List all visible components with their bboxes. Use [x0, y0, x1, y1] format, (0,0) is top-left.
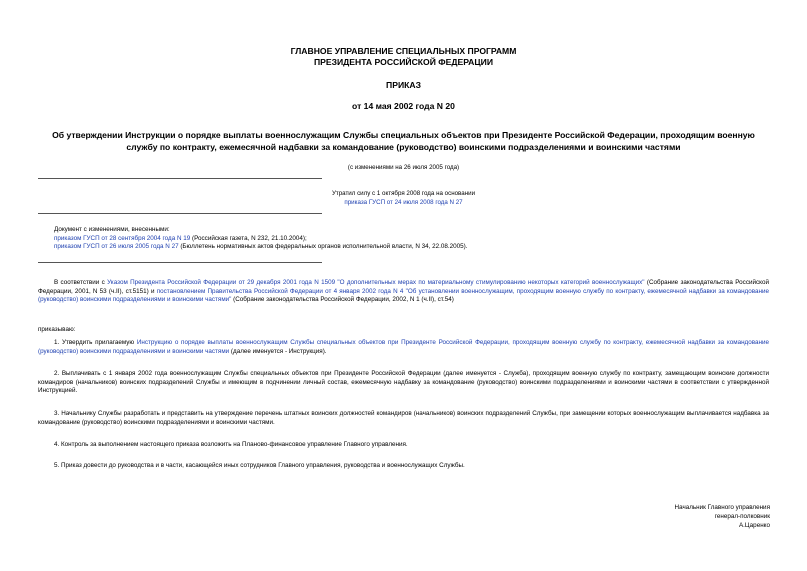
- item-2: 2. Выплачивать с 1 января 2002 года военнослужащим Службы специальных объектов при Президенте Российской Федерации (далее именуется - Служба), проходящим военную службу по контракту, замещающим воинские должности командиров (начальников) воинских подразделений Службы и имеющим в подчинении личный состав, ежемесячную надбавку за командование (руководство) воинскими подразделениями и воинскими частями в соответствии с утвержденной Инструкцией.: [38, 370, 769, 395]
- changes-item-2-link[interactable]: приказом ГУСП от 26 июля 2005 года N 27: [54, 243, 179, 251]
- signature-block: [675, 503, 770, 530]
- signer-rank: генерал-полковник: [714, 513, 770, 520]
- separator-line: [38, 213, 322, 214]
- item-1: 1. Утвердить прилагаемую Инструкцию о порядке выплаты военнослужащим Службы специальных объектов при Президенте Российской Федерации, проходящим военную службу по контракту, ежемесячной надбавки за командование (руководство) воинскими подразделениями и воинскими частями (далее именуется - Инструкция).: [38, 339, 770, 355]
- changes-intro: Документ с изменениями, внесенными:: [54, 226, 170, 233]
- instruction-link[interactable]: Инструкцию о порядке выплаты военнослужащим Службы специальных объектов при Президенте Российской Федерации, проходящим военную службу по контракту, ежемесячной надбавки за командование (руководство) воинскими подразделениями и воинскими частями: [38, 339, 770, 355]
- item-5: 5. Приказ довести до руководства и в части, касающейся иных сотрудников Главного управления, руководства и военнослужащих Службы.: [54, 462, 465, 469]
- amendments-note: (с изменениями на 26 июля 2005 года): [347, 164, 460, 171]
- signer-name: А.Царенко: [738, 522, 770, 529]
- preamble-paragraph: В соответствии с Указом Президента Российской Федерации от 29 декабря 2001 года N 1509 "О дополнительных мерах по материальному стимулированию некоторых категорий военнослужащих" (Собрание законодательства Российской Федерации, 2001, N 53 (ч.II), ст.5151) и постановлением Правительства Российской Федерации от 4 января 2002 года N 4 "Об установлении военнослужащим, проходящим военную службу по контракту, ежемесячной надбавки за командование (руководство) воинскими подразделениями и воинскими частями" (Собрание законодательства Российской Федерации, 2002, N 1 (ч.II), ст.54): [38, 279, 770, 304]
- changes-item-1-link[interactable]: приказом ГУСП от 28 сентября 2004 года N 19: [54, 234, 191, 242]
- doc-date-number: от 14 мая 2002 года N 20: [352, 101, 455, 111]
- org-name-line1: ГЛАВНОЕ УПРАВЛЕНИЕ СПЕЦИАЛЬНЫХ ПРОГРАММ: [290, 46, 517, 56]
- void-notice-link[interactable]: приказа ГУСП от 24 июля 2008 года N 27: [344, 199, 463, 206]
- government-resolution-link[interactable]: постановлением Правительства Российской Федерации от 4 января 2002 года N 4 "Об установлении военнослужащим, проходящим военную службу по контракту, ежемесячной надбавки за командование (руководство) воинскими подразделениями и воинскими частями": [38, 287, 770, 304]
- signer-position: Начальник Главного управления: [674, 504, 770, 511]
- void-notice-text: Утратил силу с 1 октября 2008 года на основании: [331, 190, 476, 197]
- doc-type: ПРИКАЗ: [386, 80, 421, 90]
- doc-title: Об утверждении Инструкции о порядке выплаты военнослужащим Службы специальных объектов при Президенте Российской Федерации, проходящим военную службу по контракту, ежемесячной надбавки за командование (руководство) воинскими подразделениями и воинскими частями: [52, 130, 755, 152]
- separator-line: [38, 178, 322, 179]
- org-name-line2: ПРЕЗИДЕНТА РОССИЙСКОЙ ФЕДЕРАЦИИ: [313, 57, 494, 67]
- changes-item-2: приказом ГУСП от 26 июля 2005 года N 27 (Бюллетень нормативных актов федеральных органов исполнительной власти, N 34, 22.08.2005).: [54, 243, 468, 251]
- order-word: приказываю:: [38, 326, 76, 333]
- president-decree-link[interactable]: Указом Президента Российской Федерации от 29 декабря 2001 года N 1509 "О дополнительных мерах по материальному стимулированию некоторых категорий военнослужащих": [107, 279, 645, 286]
- item-3: 3. Начальнику Службы разработать и представить на утверждение перечень штатных воинских должностей командиров (начальников) воинских подразделений Службы, при замещении которых военнослужащим выплачивается надбавка за командование (руководство) воинскими подразделениями и воинскими частями.: [38, 410, 769, 426]
- changes-item-1: приказом ГУСП от 28 сентября 2004 года N 19 (Российская газета, N 232, 21.10.2004);: [54, 234, 307, 242]
- separator-line: [38, 262, 322, 263]
- item-4: 4. Контроль за выполнением настоящего приказа возложить на Планово-финансовое управление Главного управления.: [54, 441, 408, 448]
- changes-block: [54, 226, 774, 252]
